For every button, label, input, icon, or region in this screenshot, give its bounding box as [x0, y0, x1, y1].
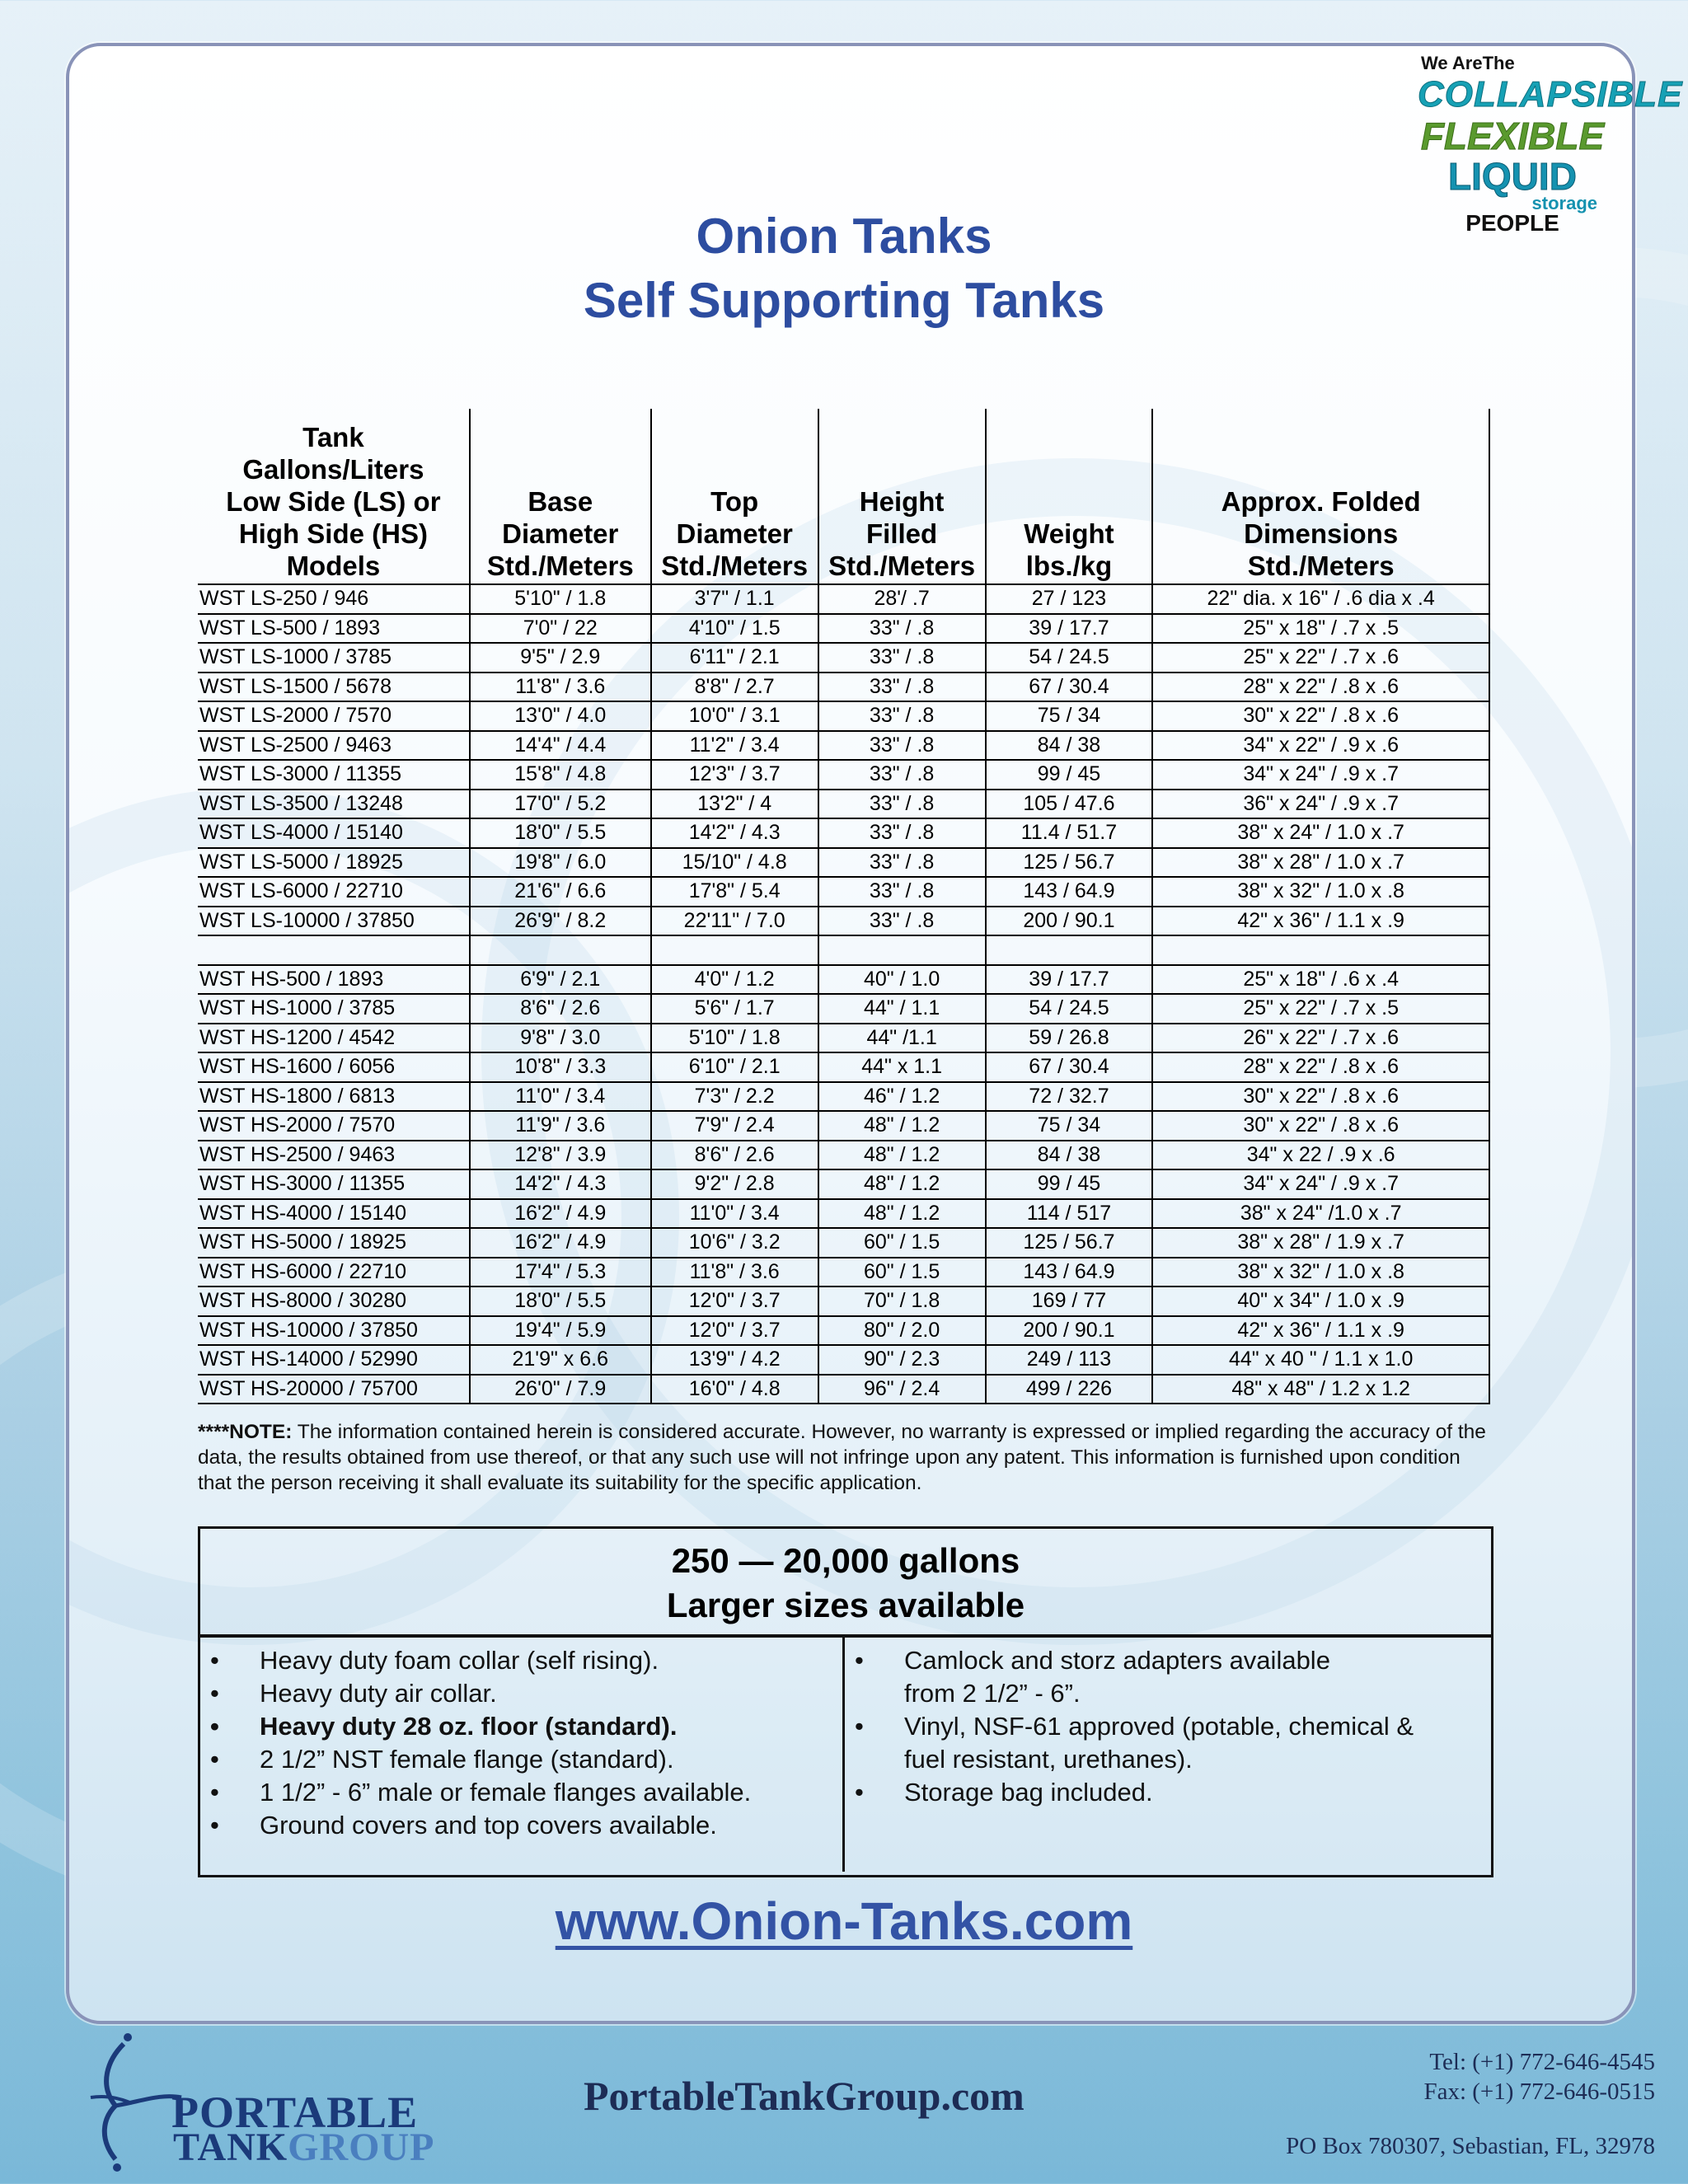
header-line: Std./Meters: [486, 551, 634, 581]
table-row: [198, 1345, 1489, 1375]
table-cell: 17'4" / 5.3: [470, 1258, 651, 1287]
header-line: Height: [859, 486, 945, 517]
bullet-icon: •: [855, 1712, 864, 1741]
table-cell: 8'6" / 2.6: [470, 994, 651, 1024]
feature-text: from 2 1/2” - 6”.: [904, 1679, 1081, 1708]
contact-info: [1286, 2047, 1655, 2161]
table-cell: 11.4 / 51.7: [986, 818, 1153, 848]
features-left-column: [200, 1638, 845, 1872]
table-row: [198, 731, 1489, 761]
table-cell: [1152, 935, 1489, 965]
feature-text: Storage bag included.: [904, 1778, 1153, 1807]
table-cell: 7'9" / 2.4: [651, 1111, 818, 1141]
model-cell: WST LS-4000 / 15140: [198, 818, 470, 848]
table-cell: 34" x 24" / .9 x .7: [1152, 1169, 1489, 1199]
table-cell: 48" / 1.2: [818, 1141, 986, 1170]
table-cell: 33" / .8: [818, 614, 986, 644]
table-cell: [818, 935, 986, 965]
table-cell: 10'0" / 3.1: [651, 701, 818, 731]
table-row: [198, 965, 1489, 995]
table-cell: 200 / 90.1: [986, 1316, 1153, 1346]
model-cell: WST HS-5000 / 18925: [198, 1228, 470, 1258]
table-cell: 48" / 1.2: [818, 1111, 986, 1141]
table-cell: 11'0" / 3.4: [470, 1082, 651, 1112]
bullet-icon: •: [210, 1745, 219, 1774]
table-cell: 26" x 22" / .7 x .6: [1152, 1024, 1489, 1053]
feature-item: [200, 1644, 842, 1677]
header-line: Low Side (LS) or: [226, 486, 441, 517]
header-line: Approx. Folded: [1221, 486, 1421, 517]
table-cell: 48" / 1.2: [818, 1199, 986, 1229]
feature-text: 1 1/2” - 6” male or female flanges available.: [260, 1778, 752, 1807]
table-cell: 6'10" / 2.1: [651, 1052, 818, 1082]
feature-item: [200, 1809, 842, 1842]
table-cell: 33" / .8: [818, 701, 986, 731]
table-cell: 12'3" / 3.7: [651, 760, 818, 790]
table-row: [198, 1286, 1489, 1316]
table-row: [198, 907, 1489, 936]
header-folded-dimensions: [1152, 409, 1489, 584]
bullet-icon: •: [855, 1778, 864, 1807]
table-row: [198, 673, 1489, 702]
table-cell: [986, 935, 1153, 965]
table-row: [198, 1199, 1489, 1229]
model-cell: WST LS-1500 / 5678: [198, 673, 470, 702]
table-row: [198, 1111, 1489, 1141]
portable-tank-group-site[interactable]: PortableTankGroup.com: [584, 2073, 1025, 2119]
table-cell: 6'11" / 2.1: [651, 643, 818, 673]
table-cell: 16'0" / 4.8: [651, 1375, 818, 1404]
model-cell: WST HS-1800 / 6813: [198, 1082, 470, 1112]
table-cell: 11'2" / 3.4: [651, 731, 818, 761]
feature-text: Heavy duty air collar.: [260, 1679, 497, 1708]
table-cell: 13'0" / 4.0: [470, 701, 651, 731]
model-cell: WST LS-2000 / 7570: [198, 701, 470, 731]
table-cell: 44" x 40 " / 1.1 x 1.0: [1152, 1345, 1489, 1375]
table-cell: 25" x 18" / .7 x .5: [1152, 614, 1489, 644]
table-cell: 44" / 1.1: [818, 994, 986, 1024]
table-cell: 125 / 56.7: [986, 848, 1153, 878]
table-cell: 8'6" / 2.6: [651, 1141, 818, 1170]
table-cell: 18'0" / 5.5: [470, 1286, 651, 1316]
table-cell: 90" / 2.3: [818, 1345, 986, 1375]
feature-item: [200, 1710, 842, 1743]
table-row: [198, 1375, 1489, 1404]
page-title: Onion Tanks: [696, 209, 992, 264]
table-cell: 11'8" / 3.6: [651, 1258, 818, 1287]
table-cell: 13'2" / 4: [651, 790, 818, 819]
table-row: [198, 848, 1489, 878]
table-row: [198, 790, 1489, 819]
table-cell: 30" x 22" / .8 x .6: [1152, 1082, 1489, 1112]
table-cell: 28" x 22" / .8 x .6: [1152, 673, 1489, 702]
header-line: High Side (HS): [238, 518, 428, 549]
table-cell: 26'0" / 7.9: [470, 1375, 651, 1404]
feature-text: Heavy duty foam collar (self rising).: [260, 1646, 659, 1675]
table-cell: 33" / .8: [818, 673, 986, 702]
table-cell: 143 / 64.9: [986, 877, 1153, 907]
table-cell: 28" x 22" / .8 x .6: [1152, 1052, 1489, 1082]
table-cell: 9'2" / 2.8: [651, 1169, 818, 1199]
table-cell: 9'8" / 3.0: [470, 1024, 651, 1053]
table-cell: 34" x 22 / .9 x .6: [1152, 1141, 1489, 1170]
header-line: Std./Meters: [661, 551, 809, 581]
table-cell: 54 / 24.5: [986, 994, 1153, 1024]
table-cell: 33" / .8: [818, 907, 986, 936]
model-cell: WST HS-3000 / 11355: [198, 1169, 470, 1199]
spec-table: [198, 409, 1490, 1404]
table-cell: 105 / 47.6: [986, 790, 1153, 819]
table-cell: 17'8" / 5.4: [651, 877, 818, 907]
model-cell: WST LS-10000 / 37850: [198, 907, 470, 936]
table-row: [198, 614, 1489, 644]
table-cell: 33" / .8: [818, 790, 986, 819]
model-cell: [198, 935, 470, 965]
table-cell: 38" x 24" /1.0 x .7: [1152, 1199, 1489, 1229]
table-cell: 38" x 32" / 1.0 x .8: [1152, 1258, 1489, 1287]
table-row: [198, 1052, 1489, 1082]
table-cell: 38" x 32" / 1.0 x .8: [1152, 877, 1489, 907]
table-cell: 12'8" / 3.9: [470, 1141, 651, 1170]
model-cell: WST LS-250 / 946: [198, 584, 470, 614]
features-right-column: [845, 1638, 1491, 1872]
header-line: Gallons/Liters: [242, 454, 424, 485]
table-cell: 59 / 26.8: [986, 1024, 1153, 1053]
table-cell: 80" / 2.0: [818, 1316, 986, 1346]
feature-item: [200, 1677, 842, 1710]
table-cell: 19'8" / 6.0: [470, 848, 651, 878]
table-cell: 42" x 36" / 1.1 x .9: [1152, 907, 1489, 936]
table-cell: 75 / 34: [986, 1111, 1153, 1141]
model-cell: WST LS-6000 / 22710: [198, 877, 470, 907]
portable-tank-group-logo: [74, 2027, 462, 2176]
table-row: [198, 643, 1489, 673]
model-cell: WST HS-1200 / 4542: [198, 1024, 470, 1053]
table-row-spacer: [198, 935, 1489, 965]
table-cell: 11'9" / 3.6: [470, 1111, 651, 1141]
table-row: [198, 1141, 1489, 1170]
table-cell: 15/10" / 4.8: [651, 848, 818, 878]
table-cell: 16'2" / 4.9: [470, 1228, 651, 1258]
note-label: ****NOTE:: [198, 1421, 293, 1443]
table-cell: 5'10" / 1.8: [470, 584, 651, 614]
bullet-icon: •: [855, 1646, 864, 1675]
model-cell: WST HS-14000 / 52990: [198, 1345, 470, 1375]
table-cell: 8'8" / 2.7: [651, 673, 818, 702]
model-cell: WST LS-3500 / 13248: [198, 790, 470, 819]
table-row: [198, 760, 1489, 790]
website-link[interactable]: www.Onion-Tanks.com: [555, 1891, 1133, 1951]
table-cell: 44" /1.1: [818, 1024, 986, 1053]
table-row: [198, 1316, 1489, 1346]
header-line: Models: [286, 551, 381, 581]
header-top-diameter: [651, 409, 818, 584]
table-cell: 40" / 1.0: [818, 965, 986, 995]
header-weight: [986, 409, 1153, 584]
table-cell: 67 / 30.4: [986, 1052, 1153, 1082]
header-base-diameter: [470, 409, 651, 584]
table-cell: 6'9" / 2.1: [470, 965, 651, 995]
disclaimer-note: [198, 1419, 1492, 1496]
table-cell: 14'2" / 4.3: [651, 818, 818, 848]
header-line: Tank: [302, 422, 364, 452]
table-cell: 33" / .8: [818, 760, 986, 790]
table-cell: 10'8" / 3.3: [470, 1052, 651, 1082]
table-row: [198, 701, 1489, 731]
header-line: Weight: [1024, 518, 1114, 549]
table-cell: 84 / 38: [986, 1141, 1153, 1170]
features-box: [198, 1526, 1493, 1877]
feature-item: [845, 1776, 1491, 1809]
model-cell: WST HS-1000 / 3785: [198, 994, 470, 1024]
model-cell: WST HS-1600 / 6056: [198, 1052, 470, 1082]
table-cell: 34" x 22" / .9 x .6: [1152, 731, 1489, 761]
logo-word-flexible: FLEXIBLE: [1420, 115, 1605, 157]
header-line: lbs./kg: [1025, 551, 1113, 581]
table-cell: 26'9" / 8.2: [470, 907, 651, 936]
model-cell: WST LS-2500 / 9463: [198, 731, 470, 761]
feature-text: Ground covers and top covers available.: [260, 1811, 717, 1840]
logo-portable: PORTABLE: [171, 2088, 419, 2137]
header-height-filled: [818, 409, 986, 584]
logo-tank-group: [173, 2125, 434, 2170]
table-cell: 67 / 30.4: [986, 673, 1153, 702]
table-cell: 33" / .8: [818, 848, 986, 878]
table-cell: 48" x 48" / 1.2 x 1.2: [1152, 1375, 1489, 1404]
table-cell: 14'4" / 4.4: [470, 731, 651, 761]
feature-item: [200, 1776, 842, 1809]
table-cell: 25" x 22" / .7 x .6: [1152, 643, 1489, 673]
table-cell: 27 / 123: [986, 584, 1153, 614]
mailing-address: PO Box 780307, Sebastian, FL, 32978: [1286, 2133, 1655, 2159]
table-row: [198, 1258, 1489, 1287]
model-cell: WST HS-10000 / 37850: [198, 1316, 470, 1346]
table-cell: 11'0" / 3.4: [651, 1199, 818, 1229]
table-cell: 39 / 17.7: [986, 965, 1153, 995]
header-line: Filled: [866, 518, 938, 549]
table-cell: 21'6" / 6.6: [470, 877, 651, 907]
bullet-icon: •: [210, 1778, 219, 1807]
table-cell: 125 / 56.7: [986, 1228, 1153, 1258]
model-cell: WST LS-1000 / 3785: [198, 643, 470, 673]
table-cell: 40" x 34" / 1.0 x .9: [1152, 1286, 1489, 1316]
table-cell: 143 / 64.9: [986, 1258, 1153, 1287]
table-cell: 249 / 113: [986, 1345, 1153, 1375]
bullet-icon: •: [210, 1811, 219, 1840]
table-cell: 21'9" x 6.6: [470, 1345, 651, 1375]
model-cell: WST HS-20000 / 75700: [198, 1375, 470, 1404]
table-cell: 200 / 90.1: [986, 907, 1153, 936]
table-cell: 99 / 45: [986, 760, 1153, 790]
table-cell: 46" / 1.2: [818, 1082, 986, 1112]
table-row: [198, 877, 1489, 907]
table-row: [198, 1228, 1489, 1258]
model-cell: WST LS-3000 / 11355: [198, 760, 470, 790]
table-cell: 11'8" / 3.6: [470, 673, 651, 702]
logo-tank: TANK: [173, 2125, 288, 2169]
model-cell: WST HS-2000 / 7570: [198, 1111, 470, 1141]
page-subtitle: Self Supporting Tanks: [583, 273, 1105, 328]
header-line: Std./Meters: [1247, 551, 1395, 581]
table-cell: 7'0" / 22: [470, 614, 651, 644]
table-cell: 14'2" / 4.3: [470, 1169, 651, 1199]
header-line: Std./Meters: [828, 551, 976, 581]
logo-word-storage: storage: [1531, 193, 1597, 213]
table-cell: 15'8" / 4.8: [470, 760, 651, 790]
table-cell: 33" / .8: [818, 818, 986, 848]
table-cell: 10'6" / 3.2: [651, 1228, 818, 1258]
table-cell: 72 / 32.7: [986, 1082, 1153, 1112]
table-cell: 169 / 77: [986, 1286, 1153, 1316]
table-row: [198, 1169, 1489, 1199]
table-header-row: [198, 409, 1489, 584]
model-cell: WST HS-2500 / 9463: [198, 1141, 470, 1170]
table-cell: 9'5" / 2.9: [470, 643, 651, 673]
table-cell: 22" dia. x 16" / .6 dia x .4: [1152, 584, 1489, 614]
logo-tagline: We AreThe: [1421, 53, 1515, 73]
bullet-icon: •: [210, 1679, 219, 1708]
table-row: [198, 994, 1489, 1024]
table-body: [198, 584, 1489, 1404]
table-cell: 3'7" / 1.1: [651, 584, 818, 614]
header-line: Diameter: [502, 518, 619, 549]
note-text: The information contained herein is considered accurate. However, no warranty is expressed or implied regarding the accuracy of the data, the results obtained from use thereof, or that any such use will not infringe upon any patent. This information is furnished upon condition that the person receiving it shall evaluate its suitability for the specific application.: [198, 1421, 1486, 1494]
table-cell: 22'11" / 7.0: [651, 907, 818, 936]
table-cell: 34" x 24" / .9 x .7: [1152, 760, 1489, 790]
table-cell: 18'0" / 5.5: [470, 818, 651, 848]
table-row: [198, 818, 1489, 848]
feature-text: Vinyl, NSF-61 approved (potable, chemical &: [904, 1712, 1414, 1741]
table-cell: 16'2" / 4.9: [470, 1199, 651, 1229]
feature-text: Heavy duty 28 oz. floor (standard).: [260, 1712, 678, 1741]
table-cell: 30" x 22" / .8 x .6: [1152, 1111, 1489, 1141]
table-row: [198, 1082, 1489, 1112]
table-cell: 33" / .8: [818, 731, 986, 761]
feature-text: Camlock and storz adapters available: [904, 1646, 1330, 1675]
header-line: Dimensions: [1244, 518, 1399, 549]
table-cell: [470, 935, 651, 965]
table-cell: 28'/ .7: [818, 584, 986, 614]
feature-text: 2 1/2” NST female flange (standard).: [260, 1745, 674, 1774]
features-right-list: [845, 1644, 1491, 1809]
table-cell: 60" / 1.5: [818, 1258, 986, 1287]
telephone: Tel: (+1) 772-646-4545: [1429, 2049, 1655, 2075]
table-cell: 499 / 226: [986, 1375, 1153, 1404]
table-cell: 44" x 1.1: [818, 1052, 986, 1082]
feature-item: [200, 1743, 842, 1776]
capacity-range: 250 — 20,000 gallons: [671, 1541, 1020, 1580]
features-left-list: [200, 1644, 842, 1842]
model-cell: WST HS-8000 / 30280: [198, 1286, 470, 1316]
feature-item: [845, 1644, 1491, 1710]
table-cell: 75 / 34: [986, 701, 1153, 731]
feature-item: [845, 1710, 1491, 1776]
table-cell: 33" / .8: [818, 643, 986, 673]
model-cell: WST LS-500 / 1893: [198, 614, 470, 644]
table-cell: 39 / 17.7: [986, 614, 1153, 644]
bullet-icon: •: [210, 1646, 219, 1675]
table-cell: 48" / 1.2: [818, 1169, 986, 1199]
logo-word-people: PEOPLE: [1465, 210, 1559, 236]
table-cell: 38" x 24" / 1.0 x .7: [1152, 818, 1489, 848]
larger-sizes-note: Larger sizes available: [666, 1586, 1025, 1624]
table-cell: 4'0" / 1.2: [651, 965, 818, 995]
model-cell: WST HS-500 / 1893: [198, 965, 470, 995]
table-cell: 60" / 1.5: [818, 1228, 986, 1258]
table-cell: 84 / 38: [986, 731, 1153, 761]
header-models: [198, 409, 470, 584]
logo-word-liquid: LIQUID: [1448, 155, 1577, 198]
table-cell: 19'4" / 5.9: [470, 1316, 651, 1346]
header-line: Top: [710, 486, 759, 517]
table-cell: 54 / 24.5: [986, 643, 1153, 673]
header-line: Diameter: [676, 518, 793, 549]
table-cell: 114 / 517: [986, 1199, 1153, 1229]
table-cell: 36" x 24" / .9 x .7: [1152, 790, 1489, 819]
table-cell: 5'10" / 1.8: [651, 1024, 818, 1053]
table-cell: 13'9" / 4.2: [651, 1345, 818, 1375]
table-cell: [651, 935, 818, 965]
table-cell: 7'3" / 2.2: [651, 1082, 818, 1112]
table-cell: 12'0" / 3.7: [651, 1286, 818, 1316]
logo-group: GROUP: [288, 2125, 435, 2169]
table-cell: 96" / 2.4: [818, 1375, 986, 1404]
model-cell: WST HS-6000 / 22710: [198, 1258, 470, 1287]
table-cell: 25" x 18" / .6 x .4: [1152, 965, 1489, 995]
table-cell: 42" x 36" / 1.1 x .9: [1152, 1316, 1489, 1346]
table-cell: 12'0" / 3.7: [651, 1316, 818, 1346]
table-cell: 4'10" / 1.5: [651, 614, 818, 644]
table-cell: 99 / 45: [986, 1169, 1153, 1199]
table-cell: 17'0" / 5.2: [470, 790, 651, 819]
features-columns: [200, 1638, 1491, 1872]
table-row: [198, 1024, 1489, 1053]
fax: Fax: (+1) 772-646-0515: [1423, 2079, 1655, 2105]
bullet-icon: •: [210, 1712, 219, 1741]
table-cell: 38" x 28" / 1.0 x .7: [1152, 848, 1489, 878]
table-cell: 70" / 1.8: [818, 1286, 986, 1316]
logo-word-collapsible: COLLAPSIBLE: [1418, 74, 1683, 115]
table-row: [198, 584, 1489, 614]
model-cell: WST HS-4000 / 15140: [198, 1199, 470, 1229]
header-line: Base: [528, 486, 593, 517]
model-cell: WST LS-5000 / 18925: [198, 848, 470, 878]
features-heading: [200, 1529, 1491, 1638]
table-cell: 33" / .8: [818, 877, 986, 907]
table-cell: 5'6" / 1.7: [651, 994, 818, 1024]
feature-text: fuel resistant, urethanes).: [904, 1745, 1193, 1774]
table-cell: 30" x 22" / .8 x .6: [1152, 701, 1489, 731]
table-cell: 38" x 28" / 1.9 x .7: [1152, 1228, 1489, 1258]
table-cell: 25" x 22" / .7 x .5: [1152, 994, 1489, 1024]
